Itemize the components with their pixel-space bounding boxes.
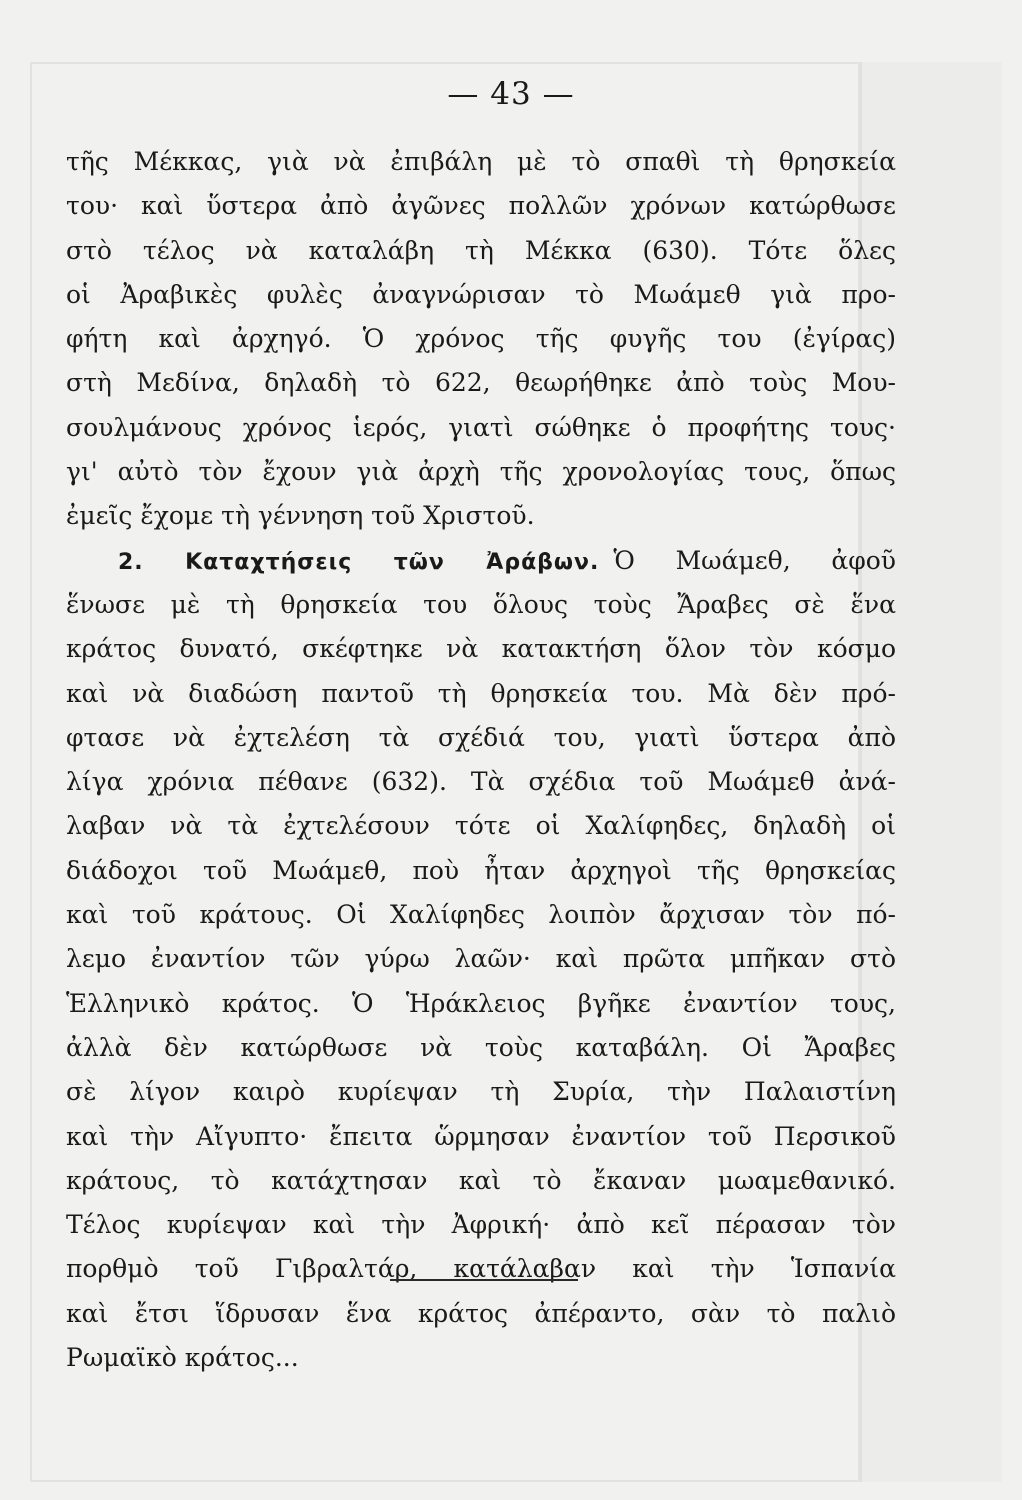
text-line: ἐμεῖς ἔχομε τὴ γέννηση τοῦ Χριστοῦ. xyxy=(66,501,535,531)
text-line: τῆς Μέκκας, γιὰ νὰ ἐπιβάλη μὲ τὸ σπαθὶ τὴ θρησκεία xyxy=(66,147,896,176)
text-line: καὶ νὰ διαδώση παντοῦ τὴ θρησκεία του. Μὰ δὲν πρό- xyxy=(66,678,896,708)
text-line: στὴ Μεδίνα, δηλαδὴ τὸ 622, θεωρήθηκε ἀπὸ τοὺς Μου- xyxy=(66,368,896,398)
text-line: στὸ τέλος νὰ καταλάβη τὴ Μέκκα (630). Τότε ὅλες xyxy=(66,235,896,265)
text-line: κράτος δυνατό, σκέφτηκε νὰ κατακτήση ὅλον τὸν κόσμο xyxy=(66,634,896,664)
text-line: πορθμὸ τοῦ Γιβραλτάρ, κατάλαβαν καὶ τὴν Ἱσπανία xyxy=(66,1254,896,1284)
text-line: οἱ Ἀραβικὲς φυλὲς ἀναγνώρισαν τὸ Μωάμεθ γιὰ προ- xyxy=(66,279,896,309)
text-line: κράτους, τὸ κατάχτησαν καὶ τὸ ἔκαναν μωαμεθανικό. xyxy=(66,1165,896,1195)
end-of-section-rule xyxy=(390,1279,578,1281)
text-line: ἀλλὰ δὲν κατώρθωσε νὰ τοὺς καταβάλη. Οἱ Ἄραβες xyxy=(66,1032,896,1062)
text-line: του· καὶ ὕστερα ἀπὸ ἀγῶνες πολλῶν χρόνων κατώρθωσε xyxy=(66,191,896,221)
text-line: καὶ τοῦ κράτους. Οἱ Χαλίφηδες λοιπὸν ἄρχισαν τὸν πό- xyxy=(66,900,896,930)
text-line: φτασε νὰ ἐχτελέση τὰ σχέδιά του, γιατὶ ὕστερα ἀπὸ xyxy=(66,722,896,752)
text-line: ἕνωσε μὲ τὴ θρησκεία του ὅλους τοὺς Ἄραβες σὲ ἕνα xyxy=(66,589,896,619)
text-line: γι' αὐτὸ τὸν ἔχουν γιὰ ἀρχὴ τῆς χρονολογίας τους, ὅπως xyxy=(66,457,896,487)
page-number: — 43 — xyxy=(447,76,575,112)
body-text xyxy=(66,140,896,1380)
text-line: καὶ ἔτσι ἵδρυσαν ἕνα κράτος ἀπέραντο, σὰν τὸ παλιὸ xyxy=(66,1298,896,1328)
text-line: φήτη καὶ ἀρχηγό. Ὁ χρόνος τῆς φυγῆς του (ἐγίρας) xyxy=(66,324,896,354)
section-heading-line xyxy=(66,539,896,583)
section-heading: 2. Καταχτήσεις τῶν Ἀράβων. xyxy=(118,549,600,575)
text-line: Τέλος κυρίεψαν καὶ τὴν Ἀφρική· ἀπὸ κεῖ πέρασαν τὸν xyxy=(66,1210,896,1240)
text-line: καὶ τὴν Αἴγυπτο· ἔπειτα ὥρμησαν ἐναντίον τοῦ Περσικοῦ xyxy=(66,1121,896,1151)
text-line: λεμο ἐναντίον τῶν γύρω λαῶν· καὶ πρῶτα μπῆκαν στὸ xyxy=(66,944,896,974)
text-line: Ὁ Μωάμεθ, ἀφοῦ xyxy=(613,545,896,575)
text-line: Ρωμαϊκὸ κράτος... xyxy=(66,1343,299,1373)
text-line: σουλμάνους χρόνος ἱερός, γιατὶ σώθηκε ὁ προφήτης τους· xyxy=(66,412,896,442)
text-line: λίγα χρόνια πέθανε (632). Τὰ σχέδια τοῦ Μωάμεθ ἀνά- xyxy=(66,767,896,797)
text-line: Ἑλληνικὸ κράτος. Ὁ Ἡράκλειος βγῆκε ἐναντίον τους, xyxy=(66,988,896,1018)
text-line: λαβαν νὰ τὰ ἐχτελέσουν τότε οἱ Χαλίφηδες, δηλαδὴ οἱ xyxy=(66,811,896,841)
text-line: διάδοχοι τοῦ Μωάμεθ, ποὺ ἦταν ἀρχηγοὶ τῆς θρησκείας xyxy=(66,855,896,885)
text-line: σὲ λίγον καιρὸ κυρίεψαν τὴ Συρία, τὴν Παλαιστίνη xyxy=(66,1077,896,1107)
